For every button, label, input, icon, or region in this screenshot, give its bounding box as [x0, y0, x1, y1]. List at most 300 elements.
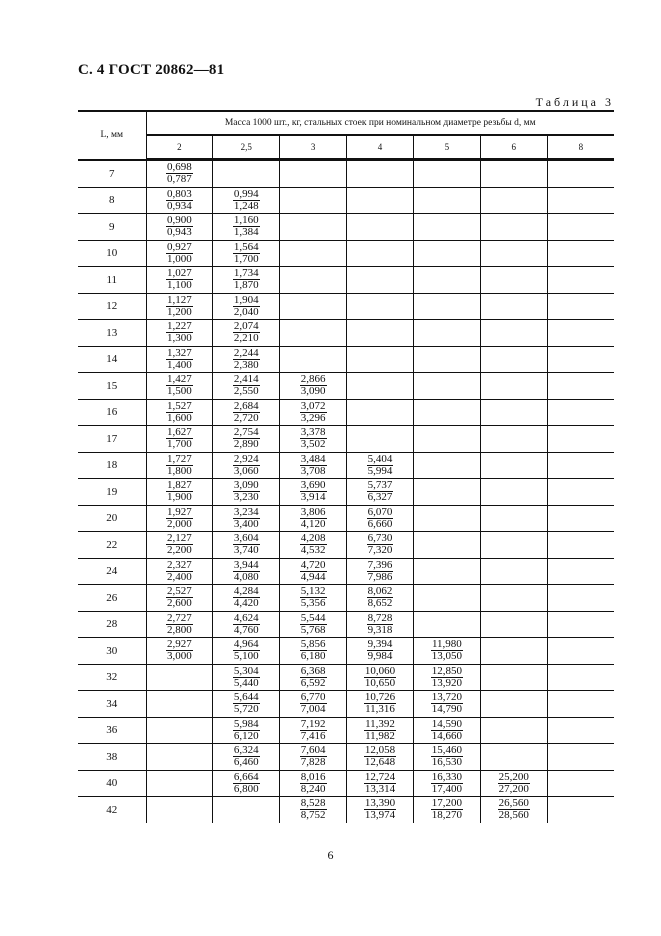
mass-value-upper: 0,803: [167, 187, 192, 200]
mass-fraction: [367, 480, 394, 503]
mass-cell: [347, 293, 414, 320]
mass-fraction: [300, 666, 327, 689]
mass-value-lower: 6,660: [367, 517, 393, 530]
mass-cell: [480, 505, 547, 532]
mass-cell: [347, 558, 414, 585]
mass-fraction: [364, 798, 396, 821]
mass-value-upper: 8,016: [300, 770, 326, 783]
length-cell: 9: [78, 214, 146, 241]
mass-fraction: [300, 454, 327, 477]
mass-cell: [146, 717, 213, 744]
mass-value-upper: 1,627: [167, 426, 192, 439]
mass-value-lower: 14,660: [431, 729, 462, 742]
mass-value-lower: 1,600: [167, 411, 192, 424]
mass-value-upper: 13,390: [364, 797, 396, 810]
table-row: [78, 214, 614, 241]
mass-value-upper: 7,604: [300, 744, 326, 757]
mass-fraction: [300, 692, 327, 715]
mass-value-lower: 7,320: [367, 544, 393, 557]
mass-value-upper: 4,624: [233, 611, 259, 624]
mass-cell: [547, 293, 614, 320]
mass-cell: [347, 664, 414, 691]
mass-fraction: [364, 692, 396, 715]
mass-fraction: [300, 560, 327, 583]
mass-fraction: [233, 692, 260, 715]
table-row: [78, 770, 614, 797]
mass-fraction: [498, 798, 530, 821]
mass-cell: [547, 160, 614, 188]
mass-value-upper: 0,927: [167, 240, 192, 253]
mass-value-upper: 12,724: [364, 770, 396, 783]
mass-value-lower: 9,318: [367, 623, 393, 636]
mass-cell: [213, 346, 280, 373]
mass-value-upper: 1,904: [233, 293, 259, 306]
mass-fraction: [367, 507, 394, 530]
mass-value-upper: 5,644: [233, 691, 259, 704]
mass-cell: [413, 505, 480, 532]
mass-cell: [347, 717, 414, 744]
mass-value-lower: 2,890: [233, 438, 259, 451]
mass-cell: [146, 611, 213, 638]
table-row: [78, 160, 614, 188]
mass-value-upper: 8,528: [300, 797, 326, 810]
mass-fraction: [300, 586, 327, 609]
mass-value-upper: 1,127: [167, 293, 192, 306]
mass-cell: [347, 505, 414, 532]
mass-value-lower: 7,828: [300, 756, 326, 769]
mass-cell: [547, 691, 614, 718]
mass-cell: [480, 611, 547, 638]
diameter-header: 6: [480, 135, 547, 160]
mass-fraction: [300, 480, 327, 503]
mass-fraction: [300, 613, 327, 636]
mass-cell: [480, 187, 547, 214]
mass-cell: [213, 532, 280, 559]
length-cell: 22: [78, 532, 146, 559]
mass-value-upper: 2,927: [167, 638, 192, 651]
table-row: [78, 452, 614, 479]
mass-value-lower: 27,200: [498, 782, 529, 795]
mass-value-upper: 3,690: [300, 479, 326, 492]
mass-value-upper: 1,327: [167, 346, 192, 359]
mass-cell: [413, 611, 480, 638]
length-cell: 28: [78, 611, 146, 638]
mass-cell: [213, 267, 280, 294]
mass-value-upper: 0,900: [167, 214, 192, 227]
mass-value-upper: 1,527: [167, 399, 192, 412]
length-cell: 8: [78, 187, 146, 214]
mass-cell: [347, 611, 414, 638]
table-row: [78, 293, 614, 320]
mass-value-lower: 17,400: [431, 782, 462, 795]
mass-cell: [480, 320, 547, 347]
mass-value-lower: 7,416: [300, 729, 326, 742]
mass-cell: [213, 797, 280, 823]
mass-value-lower: 2,600: [167, 597, 192, 610]
mass-cell: [480, 558, 547, 585]
mass-fraction: [233, 533, 260, 556]
mass-cell: [213, 585, 280, 612]
mass-cell: [280, 426, 347, 453]
mass-value-upper: 1,727: [167, 452, 192, 465]
mass-cell: [213, 293, 280, 320]
mass-fraction: [166, 374, 193, 397]
mass-value-lower: 1,200: [167, 305, 192, 318]
mass-fraction: [233, 480, 260, 503]
mass-cell: [280, 240, 347, 267]
mass-table: [78, 110, 614, 823]
mass-cell: [213, 187, 280, 214]
mass-value-upper: 4,964: [233, 638, 259, 651]
page-number: 6: [327, 848, 334, 862]
mass-cell: [347, 770, 414, 797]
mass-cell: [480, 585, 547, 612]
mass-value-upper: 3,806: [300, 505, 326, 518]
mass-value-upper: 1,027: [167, 267, 192, 280]
mass-value-lower: 8,652: [367, 597, 393, 610]
mass-fraction: [364, 745, 396, 768]
mass-cell: [547, 479, 614, 506]
mass-fraction: [166, 454, 193, 477]
table-row: [78, 346, 614, 373]
mass-cell: [347, 373, 414, 400]
length-cell: 42: [106, 803, 118, 816]
mass-cell: [280, 452, 347, 479]
mass-cell: [280, 373, 347, 400]
mass-value-upper: 5,132: [300, 585, 326, 598]
mass-fraction: [166, 533, 193, 556]
mass-cell: [347, 797, 414, 823]
mass-fraction: [166, 189, 193, 212]
length-cell: 36: [78, 717, 146, 744]
length-cell: 13: [78, 320, 146, 347]
mass-value-upper: 7,396: [367, 558, 393, 571]
mass-cell: [280, 744, 347, 771]
mass-cell: [547, 505, 614, 532]
mass-cell: [547, 346, 614, 373]
mass-value-upper: 11,392: [365, 717, 395, 730]
length-cell: 18: [78, 452, 146, 479]
mass-fraction: [233, 189, 260, 212]
mass-value-lower: 3,090: [300, 385, 326, 398]
mass-value-lower: 1,700: [167, 438, 192, 451]
mass-fraction: [233, 321, 260, 344]
mass-value-lower: 11,316: [365, 703, 395, 716]
mass-cell: [213, 214, 280, 241]
mass-cell: [280, 717, 347, 744]
mass-value-lower: 1,870: [233, 279, 259, 292]
mass-value-lower: 3,400: [233, 517, 259, 530]
mass-cell: [213, 320, 280, 347]
mass-cell: [146, 267, 213, 294]
mass-fraction: [367, 613, 394, 636]
mass-fraction: [233, 295, 260, 318]
mass-cell: [413, 346, 480, 373]
mass-cell: [146, 479, 213, 506]
mass-value-lower: 3,502: [300, 438, 326, 451]
mass-value-upper: 12,058: [364, 744, 396, 757]
mass-fraction: [431, 798, 463, 821]
mass-value-lower: 13,974: [364, 809, 396, 822]
mass-value-upper: 10,726: [364, 691, 396, 704]
mass-value-upper: 5,404: [367, 452, 393, 465]
mass-value-lower: 4,080: [233, 570, 259, 583]
mass-fraction: [431, 639, 463, 662]
mass-cell: [280, 320, 347, 347]
mass-cell: [547, 240, 614, 267]
mass-cell: [547, 426, 614, 453]
mass-value-lower: 3,230: [233, 491, 259, 504]
mass-cell: [413, 267, 480, 294]
mass-value-upper: 2,327: [167, 558, 192, 571]
mass-value-upper: 5,544: [300, 611, 326, 624]
mass-value-lower: 1,700: [233, 252, 259, 265]
mass-value-upper: 7,192: [300, 717, 326, 730]
length-cell: 15: [78, 373, 146, 400]
mass-cell: [547, 611, 614, 638]
mass-fraction: [233, 719, 260, 742]
mass-cell: [213, 399, 280, 426]
length-cell: 30: [78, 638, 146, 665]
table-row: [78, 611, 614, 638]
mass-value-lower: 4,760: [233, 623, 259, 636]
mass-value-upper: 25,200: [498, 770, 529, 783]
mass-value-lower: 9,984: [367, 650, 393, 663]
diameter-header: 4: [347, 135, 414, 160]
mass-value-lower: 2,000: [167, 517, 192, 530]
mass-value-lower: 5,100: [233, 650, 259, 663]
table-row: [78, 638, 614, 665]
mass-value-lower: 10,650: [364, 676, 396, 689]
mass-fraction: [300, 639, 327, 662]
mass-cell: [146, 293, 213, 320]
mass-cell: [280, 638, 347, 665]
mass-cell: [146, 346, 213, 373]
diameter-header: 5: [413, 135, 480, 160]
mass-value-upper: 0,994: [233, 187, 259, 200]
mass-value-upper: 6,664: [233, 770, 259, 783]
table-row: [78, 532, 614, 559]
mass-cell: [547, 558, 614, 585]
mass-cell: [146, 664, 213, 691]
mass-fraction: [166, 162, 193, 185]
mass-cell: [547, 452, 614, 479]
mass-value-upper: 6,730: [367, 532, 393, 545]
mass-fraction: [166, 560, 193, 583]
mass-fraction: [233, 427, 260, 450]
mass-value-upper: 8,728: [367, 611, 393, 624]
length-column-header: L, мм: [78, 111, 146, 160]
mass-fraction: [367, 560, 394, 583]
table-row: [78, 664, 614, 691]
mass-cell: [347, 532, 414, 559]
mass-fraction: [233, 560, 260, 583]
mass-fraction: [367, 533, 394, 556]
mass-value-upper: 3,090: [233, 479, 259, 492]
mass-cell: [347, 452, 414, 479]
length-cell: 38: [78, 744, 146, 771]
diameter-header: 8: [547, 135, 614, 160]
mass-value-upper: 1,734: [233, 267, 259, 280]
mass-fraction: [233, 401, 260, 424]
mass-value-upper: 3,484: [300, 452, 326, 465]
mass-value-upper: 16,330: [431, 770, 462, 783]
mass-cell: [213, 664, 280, 691]
mass-value-upper: 2,527: [167, 585, 192, 598]
mass-fraction: [300, 427, 327, 450]
mass-value-upper: 17,200: [431, 797, 462, 810]
mass-value-lower: 13,050: [431, 650, 462, 663]
mass-cell: [547, 187, 614, 214]
mass-cell: [213, 479, 280, 506]
mass-fraction: [166, 348, 193, 371]
mass-value-lower: 2,550: [233, 385, 259, 398]
mass-cell: [213, 160, 280, 188]
mass-cell: [146, 320, 213, 347]
mass-fraction: [233, 613, 260, 636]
mass-cell: [146, 638, 213, 665]
mass-cell: [213, 744, 280, 771]
mass-fraction: [367, 639, 394, 662]
mass-value-lower: 2,720: [233, 411, 259, 424]
mass-value-upper: 2,244: [233, 346, 259, 359]
mass-fraction: [300, 401, 327, 424]
mass-value-lower: 2,040: [233, 305, 259, 318]
mass-fraction: [233, 639, 260, 662]
mass-cell: [413, 214, 480, 241]
mass-cell: [347, 160, 414, 188]
mass-cell: [547, 770, 614, 797]
mass-value-lower: 3,914: [300, 491, 326, 504]
mass-cell: [547, 744, 614, 771]
mass-value-lower: 1,000: [167, 252, 192, 265]
mass-cell: [146, 744, 213, 771]
mass-value-lower: 6,180: [300, 650, 326, 663]
mass-cell: [347, 320, 414, 347]
mass-cell: [413, 638, 480, 665]
table-row: [78, 797, 614, 823]
mass-cell: [480, 452, 547, 479]
mass-fraction: [431, 745, 463, 768]
mass-value-lower: 6,800: [233, 782, 259, 795]
mass-cell: [413, 187, 480, 214]
mass-fraction: [300, 507, 327, 530]
mass-value-lower: 4,120: [300, 517, 326, 530]
mass-cell: [547, 585, 614, 612]
mass-value-lower: 3,060: [233, 464, 259, 477]
mass-cell: [213, 691, 280, 718]
mass-value-upper: 1,827: [167, 479, 192, 492]
mass-value-lower: 2,800: [167, 623, 192, 636]
mass-fraction: [166, 639, 193, 662]
mass-cell: [480, 638, 547, 665]
mass-cell: [547, 399, 614, 426]
length-cell: 34: [78, 691, 146, 718]
mass-cell: [213, 426, 280, 453]
mass-value-lower: 3,000: [167, 650, 192, 663]
mass-value-upper: 4,284: [233, 585, 259, 598]
mass-value-upper: 3,378: [300, 426, 326, 439]
mass-fraction: [233, 772, 260, 795]
mass-cell: [146, 691, 213, 718]
mass-cell: [146, 187, 213, 214]
mass-fraction: [166, 507, 193, 530]
mass-cell: [280, 160, 347, 188]
mass-value-upper: 2,074: [233, 320, 259, 333]
mass-cell: [413, 399, 480, 426]
mass-cell: [547, 717, 614, 744]
mass-value-lower: 1,300: [167, 332, 192, 345]
mass-fraction: [233, 454, 260, 477]
mass-fraction: [166, 295, 193, 318]
mass-value-lower: 2,380: [233, 358, 259, 371]
mass-cell: [347, 744, 414, 771]
mass-value-upper: 5,984: [233, 717, 259, 730]
mass-value-upper: 3,072: [300, 399, 326, 412]
mass-value-lower: 6,120: [233, 729, 259, 742]
table-body: [78, 160, 614, 823]
mass-fraction: [233, 215, 260, 238]
mass-fraction: [431, 772, 463, 795]
mass-cell: [480, 267, 547, 294]
mass-cell: [347, 399, 414, 426]
mass-cell: [547, 532, 614, 559]
mass-cell: [413, 160, 480, 188]
mass-caption-header: Масса 1000 шт., кг, стальных стоек при номинальном диаметре резьбы d, мм: [146, 111, 614, 135]
mass-fraction: [364, 772, 396, 795]
mass-value-lower: 6,327: [367, 491, 393, 504]
mass-value-lower: 2,400: [167, 570, 192, 583]
mass-cell: [480, 426, 547, 453]
mass-fraction: [166, 242, 193, 265]
mass-cell: [413, 744, 480, 771]
mass-cell: [480, 770, 547, 797]
mass-cell: [480, 479, 547, 506]
mass-cell: [347, 346, 414, 373]
document-header: С. 4 ГОСТ 20862—81: [78, 62, 225, 78]
mass-cell: [413, 558, 480, 585]
mass-cell: [480, 373, 547, 400]
mass-value-lower: 3,708: [300, 464, 326, 477]
table-row: [78, 373, 614, 400]
mass-cell: [146, 770, 213, 797]
mass-value-lower: 14,790: [431, 703, 462, 716]
diameter-header-row: [78, 135, 614, 160]
mass-cell: [146, 214, 213, 241]
mass-value-upper: 1,564: [233, 240, 259, 253]
mass-cell: [146, 452, 213, 479]
mass-cell: [480, 691, 547, 718]
length-cell: 32: [78, 664, 146, 691]
mass-value-lower: 1,900: [167, 491, 192, 504]
mass-value-lower: 3,296: [300, 411, 326, 424]
mass-cell: [480, 293, 547, 320]
mass-value-upper: 5,856: [300, 638, 326, 651]
mass-cell: [146, 797, 213, 823]
mass-value-upper: 2,684: [233, 399, 259, 412]
length-cell: 24: [78, 558, 146, 585]
mass-fraction: [166, 401, 193, 424]
table-row: [78, 505, 614, 532]
mass-value-lower: 5,720: [233, 703, 259, 716]
mass-cell: [547, 267, 614, 294]
mass-value-upper: 2,414: [233, 373, 259, 386]
mass-value-lower: 0,934: [167, 199, 192, 212]
mass-cell: [347, 214, 414, 241]
table-row: [78, 399, 614, 426]
table-row: [78, 717, 614, 744]
mass-fraction: [166, 268, 193, 291]
